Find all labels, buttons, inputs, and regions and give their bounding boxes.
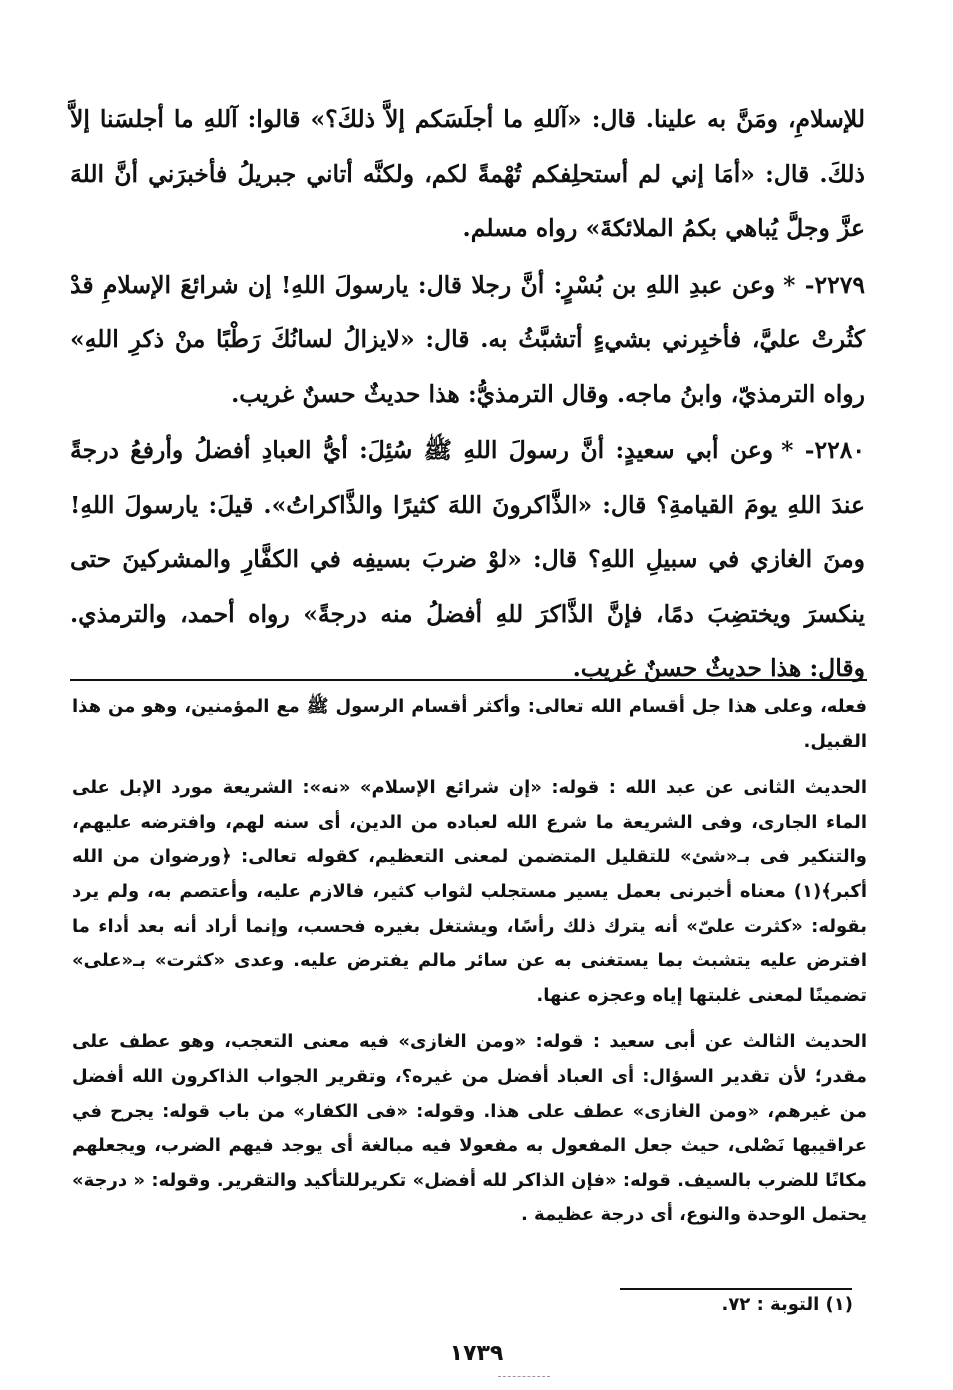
commentary: [72, 690, 867, 1245]
footnote: (١) التوبة : ٧٢.: [721, 1294, 853, 1315]
hadith-2280: [70, 423, 865, 696]
hadith-continuation: للإسلامِ، ومَنَّ به علينا. قال: «آللهِ ما أجلَسَكم إلاَّ ذلكَ؟» قالوا: آللهِ ما أجلسَنا إلاَّ ذلكَ. قال: «أمَا إني لم أستحلِفكم تُهْمةً لكم، ولكنَّه أتاني جبريلُ فأخبرَني أنَّ اللهَ عزَّ وجلَّ يُباهي بكمُ الملائكةَ» رواه مسلم.: [70, 105, 865, 242]
hadith-number: ٢٢٨٠- *: [781, 436, 866, 464]
commentary-paragraph: الحديث الثالث عن أبى سعيد : قوله: «ومن الغازى» فيه معنى التعجب، وهو عطف على مقدر؛ لأن تقدير السؤال: أى العباد أفضل من غيره؟، وتقرير الجواب الذاكرون الله أفضل من غيرهم، «ومن الغازى» عطف على هذا. وقوله: «فى الكفار» من باب قوله: يجرح في عراقيبها نَصْلى، حيث جعل المفعول به مفعولا فيه مبالغة أى يوجد فيهم الضرب، ويجعلهم مكانًا للضرب بالسيف. قوله: «فإن الذاكر لله أفضل» تكريرللتأكيد والتقرير. وقوله: « درجة» يحتمل الوحدة والنوع، أى درجة عظيمة .: [72, 1031, 867, 1226]
hadith-text: [70, 92, 865, 696]
hadith-2279: [70, 258, 865, 422]
commentary-paragraph: الحديث الثانى عن عبد الله : قوله: «إن شرائع الإسلام» «نه»: الشريعة مورد الإبل على الماء الجارى، وفى الشريعة ما شرع الله لعباده من الدين، أى سنه لهم، وافترضه عليهم، والتنكير فى بـ«شئ» للتقليل المتضمن لمعنى التعظيم، كقوله تعالى: ﴿ورضوان من الله أكبر﴾(١) معناه أخبرنى بعمل يسير مستجلب لثواب كثير، فالازم عليه، وأعتصم به، ولم يرد بقوله: «كثرت علىّ» أنه يترك ذلك رأسًا، ويشتغل بغيره فحسب، وإنما أراد أنه بعد أداء ما افترض عليه يتشبث بما يستغنى به عن سائر مالم يفترض عليه. وعدى «كثرت» بـ«على» تضمينًا لمعنى غلبتها إياه وعجزه عنها.: [72, 777, 867, 1006]
scan-mark: [498, 1376, 550, 1377]
page-number: ١٧٣٩: [449, 1341, 504, 1366]
hadith-body: وعن أبي سعيدٍ: أنَّ رسولَ اللهِ ﷺ سُئِلَ: أيُّ العبادِ أفضلُ وأرفعُ درجةً عندَ اللهِ يومَ القيامةِ؟ قال: «الذَّاكرونَ اللهَ كثيرًا والذَّاكراتُ». قيلَ: يارسولَ اللهِ! ومنَ الغازي في سبيلِ اللهِ؟ قال: «لوْ ضربَ بسيفِه في الكفَّارِ والمشركينَ حتى ينكسرَ ويختضِبَ دمًا، فإنَّ الذَّاكرَ للهِ أفضلُ منه درجةً» رواه أحمد، والترمذي. وقال: هذا حديثٌ حسنٌ غريب.: [70, 436, 865, 682]
commentary-paragraph: فعله، وعلى هذا جل أقسام الله تعالى: وأكثر أقسام الرسول ﷺ مع المؤمنين، وهو من هذا القبيل.: [72, 696, 867, 752]
section-divider: [70, 679, 867, 681]
hadith-number: ٢٢٧٩- *: [783, 270, 865, 299]
footnote-divider: [620, 1288, 852, 1290]
hadith-body: وعن عبدِ اللهِ بن بُسْرٍ: أنَّ رجلا قال: يارسولَ اللهِ! إن شرائعَ الإسلامِ قدْ كثُرتْ عليَّ، فأخبِرني بشيءٍ أتشبَّثُ به. قال: «لايزالُ لسانُكَ رَطْبًا منْ ذكرِ اللهِ» رواه الترمذيّ، وابنُ ماجه. وقال الترمذيُّ: هذا حديثٌ حسنٌ غريب.: [70, 270, 865, 408]
